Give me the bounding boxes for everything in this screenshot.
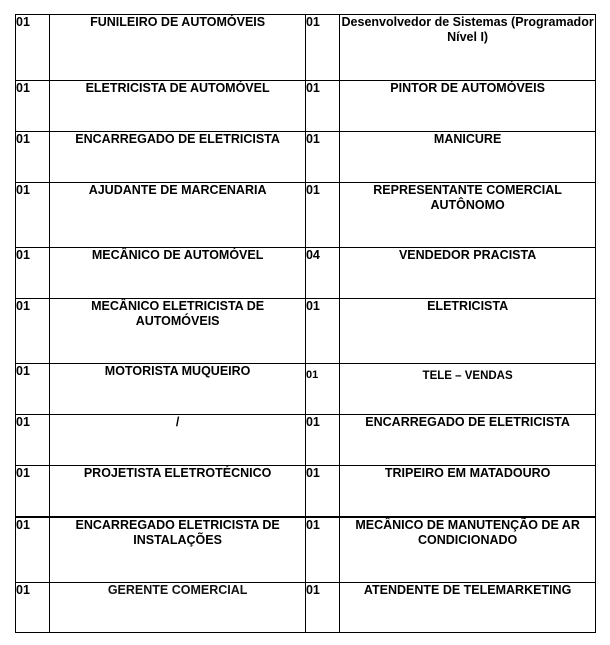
table-row xyxy=(16,132,596,183)
left-job-title: AJUDANTE DE MARCENARIA xyxy=(50,183,306,248)
right-job-title: Desenvolvedor de Sistemas (Programador Nível I) xyxy=(340,15,596,81)
left-quantity: 01 xyxy=(16,466,50,517)
left-quantity: 01 xyxy=(16,517,50,583)
table-row xyxy=(16,183,596,248)
left-job-title: PROJETISTA ELETROTÉCNICO xyxy=(50,466,306,517)
right-quantity: 01 xyxy=(305,183,339,248)
right-quantity: 04 xyxy=(305,248,339,299)
left-job-title: ELETRICISTA DE AUTOMÓVEL xyxy=(50,81,306,132)
left-job-title: ENCARREGADO ELETRICISTA DE INSTALAÇÕES xyxy=(50,517,306,583)
left-quantity: 01 xyxy=(16,132,50,183)
right-quantity: 01 xyxy=(305,364,339,415)
left-quantity: 01 xyxy=(16,15,50,81)
left-quantity: 01 xyxy=(16,415,50,466)
left-quantity: 01 xyxy=(16,364,50,415)
right-quantity: 01 xyxy=(305,415,339,466)
right-job-title: ELETRICISTA xyxy=(340,299,596,364)
left-job-title: MECÂNICO DE AUTOMÓVEL xyxy=(50,248,306,299)
left-job-title: / xyxy=(50,415,306,466)
right-job-title: TELE – VENDAS xyxy=(340,364,596,415)
right-quantity: 01 xyxy=(305,299,339,364)
left-quantity: 01 xyxy=(16,583,50,633)
table-row xyxy=(16,517,596,583)
left-job-title: ENCARREGADO DE ELETRICISTA xyxy=(50,132,306,183)
left-job-title: MECÂNICO ELETRICISTA DE AUTOMÓVEIS xyxy=(50,299,306,364)
right-quantity: 01 xyxy=(305,15,339,81)
left-quantity: 01 xyxy=(16,81,50,132)
table-row xyxy=(16,364,596,415)
right-quantity: 01 xyxy=(305,466,339,517)
table-row xyxy=(16,15,596,81)
left-quantity: 01 xyxy=(16,299,50,364)
left-quantity: 01 xyxy=(16,183,50,248)
left-job-title: FUNILEIRO DE AUTOMÓVEIS xyxy=(50,15,306,81)
table-row xyxy=(16,466,596,517)
right-quantity: 01 xyxy=(305,81,339,132)
right-job-title: VENDEDOR PRACISTA xyxy=(340,248,596,299)
table-row xyxy=(16,81,596,132)
table-row xyxy=(16,299,596,364)
right-job-title: TRIPEIRO EM MATADOURO xyxy=(340,466,596,517)
right-quantity: 01 xyxy=(305,583,339,633)
table-row xyxy=(16,248,596,299)
right-quantity: 01 xyxy=(305,132,339,183)
job-openings-table xyxy=(15,14,596,633)
right-job-title: PINTOR DE AUTOMÓVEIS xyxy=(340,81,596,132)
right-job-title: REPRESENTANTE COMERCIAL AUTÔNOMO xyxy=(340,183,596,248)
right-job-title: ATENDENTE DE TELEMARKETING xyxy=(340,583,596,633)
right-job-title: ENCARREGADO DE ELETRICISTA xyxy=(340,415,596,466)
right-job-title: MANICURE xyxy=(340,132,596,183)
right-quantity: 01 xyxy=(305,517,339,583)
table-row xyxy=(16,583,596,633)
left-quantity: 01 xyxy=(16,248,50,299)
table-row xyxy=(16,415,596,466)
left-job-title: MOTORISTA MUQUEIRO xyxy=(50,364,306,415)
right-job-title: MECÂNICO DE MANUTENÇÃO DE AR CONDICIONADO xyxy=(340,517,596,583)
left-job-title: GERENTE COMERCIAL xyxy=(50,583,306,633)
